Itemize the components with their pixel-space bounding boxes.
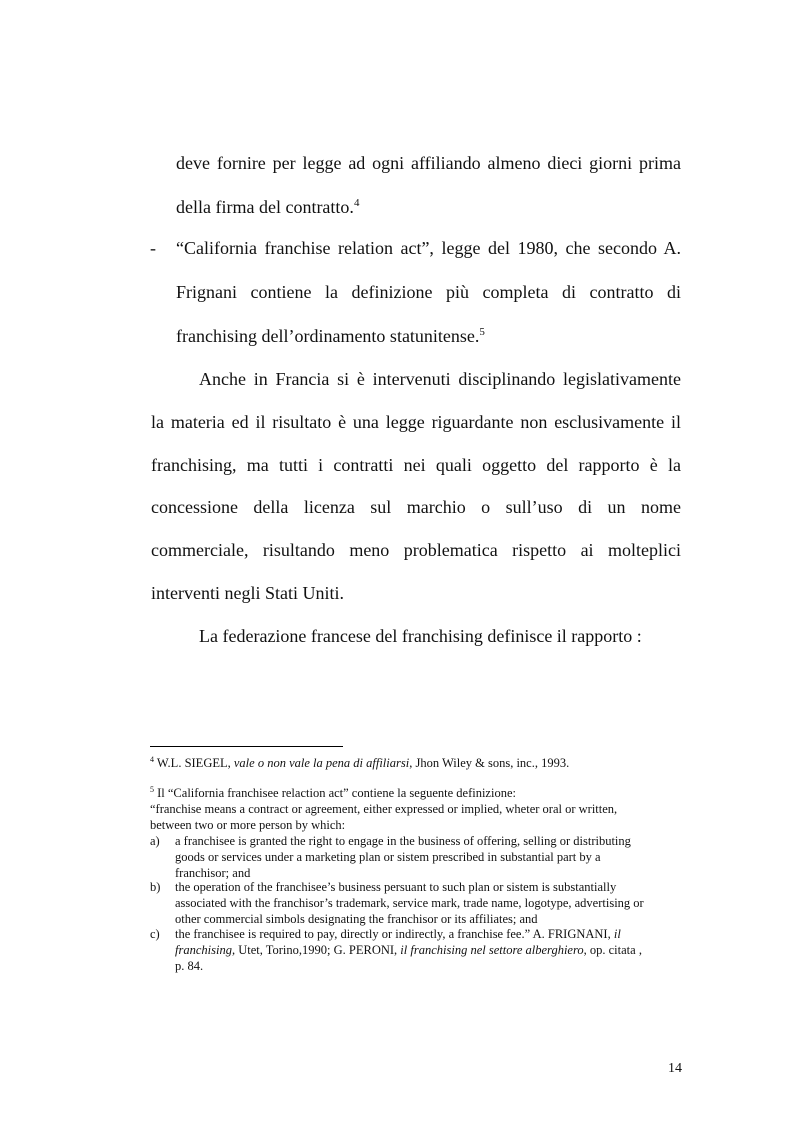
footnote-4-title: vale o non vale la pena di affiliarsi — [233, 756, 410, 770]
footnote-item-c-line-2 — [175, 942, 642, 958]
footnote-item-c-title-1: franchising, — [175, 943, 236, 957]
footnote-item-c-italic: il — [613, 927, 621, 941]
body-line-8-text: franchising, ma tutti i contratti nei quali oggetto del rapporto è la — [151, 455, 681, 475]
footnote-item-c-publisher: Utet, Torino,1990; G. PERONI, — [235, 943, 401, 957]
footnote-5-line-1 — [150, 785, 516, 801]
footnote-separator — [150, 746, 343, 747]
footnote-ref-5: 5 — [479, 326, 485, 338]
body-line-11 — [151, 582, 344, 604]
footnote-4-publisher: , Jhon Wiley & sons, inc., 1993. — [409, 756, 570, 770]
body-line-12 — [199, 625, 642, 647]
body-line-12-text: La federazione francese del franchising definisce il rapporto : — [199, 626, 642, 646]
footnote-4-number: 4 — [150, 754, 154, 764]
body-line-1-text: deve fornire per legge ad ogni affiliando almeno dieci giorni prima — [176, 153, 681, 173]
body-line-4 — [176, 281, 681, 303]
body-line-10 — [151, 539, 681, 561]
footnote-5-number: 5 — [150, 784, 154, 794]
body-line-2-text: della firma del contratto. — [176, 197, 354, 217]
body-line-6-text: Anche in Francia si è intervenuti disciplinando legislativamente — [199, 369, 681, 389]
list-dash: - — [150, 238, 156, 258]
body-line-7 — [151, 411, 681, 433]
footnote-item-c-text: the franchisee is required to pay, directly or indirectly, a franchise fee.” A. FRIGNANI, — [175, 927, 614, 941]
footnote-5-line-2: “franchise means a contract or agreement, either expressed or implied, wheter oral or written, — [150, 802, 618, 816]
footnote-item-a-label: a) — [150, 834, 160, 848]
body-line-1 — [176, 152, 681, 174]
body-line-9-text: concessione della licenza sul marchio o sull’uso di un nome — [151, 497, 681, 517]
footnote-item-b-line-3: other commercial simbols designating the franchisor or its affiliates; and — [175, 912, 538, 926]
footnote-item-a-line-2: goods or services under a marketing plan or sistem prescribed in substantial part by a — [175, 850, 601, 864]
footnote-item-c-title-2: il franchising nel settore alberghiero — [400, 943, 584, 957]
body-line-3 — [176, 237, 681, 259]
body-line-8 — [151, 454, 681, 476]
footnote-4-author: W.L. SIEGEL, — [156, 756, 234, 770]
footnote-item-b-label: b) — [150, 880, 161, 894]
footnote-5-intro: Il “California franchisee relaction act” contiene la seguente definizione: — [157, 786, 516, 800]
body-line-4-text: Frignani contiene la definizione più completa di contratto di — [176, 282, 681, 302]
page-number: 14 — [668, 1061, 682, 1076]
body-line-6 — [199, 368, 681, 390]
footnote-item-a-line-3: franchisor; and — [175, 866, 251, 880]
body-line-3-text: “California franchise relation act”, legge del 1980, che secondo A. — [176, 238, 681, 258]
body-line-10-text: commerciale, risultando meno problematica rispetto ai molteplici — [151, 540, 681, 560]
body-line-7-text: la materia ed il risultato è una legge riguardante non esclusivamente il — [151, 412, 681, 432]
footnote-item-b-line-2: associated with the franchisor’s trademark, service mark, trade name, logotype, advertising or — [175, 896, 644, 910]
body-line-11-text: interventi negli Stati Uniti. — [151, 583, 344, 603]
footnote-ref-4: 4 — [353, 197, 360, 209]
footnote-item-b-line-1: the operation of the franchisee’s business persuant to such plan or sistem is substantially — [175, 880, 617, 894]
footnote-item-c-label: c) — [150, 927, 160, 941]
body-line-5-text: franchising dell’ordinamento statunitense. — [176, 326, 480, 346]
footnote-item-c-line-1 — [175, 926, 621, 942]
body-line-9 — [151, 496, 681, 518]
footnote-4 — [150, 755, 569, 771]
body-line-2 — [176, 196, 359, 218]
footnote-item-c-citation: , op. citata , — [583, 943, 642, 957]
footnote-5-line-3: between two or more person by which: — [150, 818, 346, 832]
footnote-item-c-line-3: p. 84. — [175, 959, 204, 973]
body-line-5 — [176, 325, 485, 347]
footnote-item-a-line-1: a franchisee is granted the right to engage in the business of offering, selling or distributing — [175, 834, 631, 848]
